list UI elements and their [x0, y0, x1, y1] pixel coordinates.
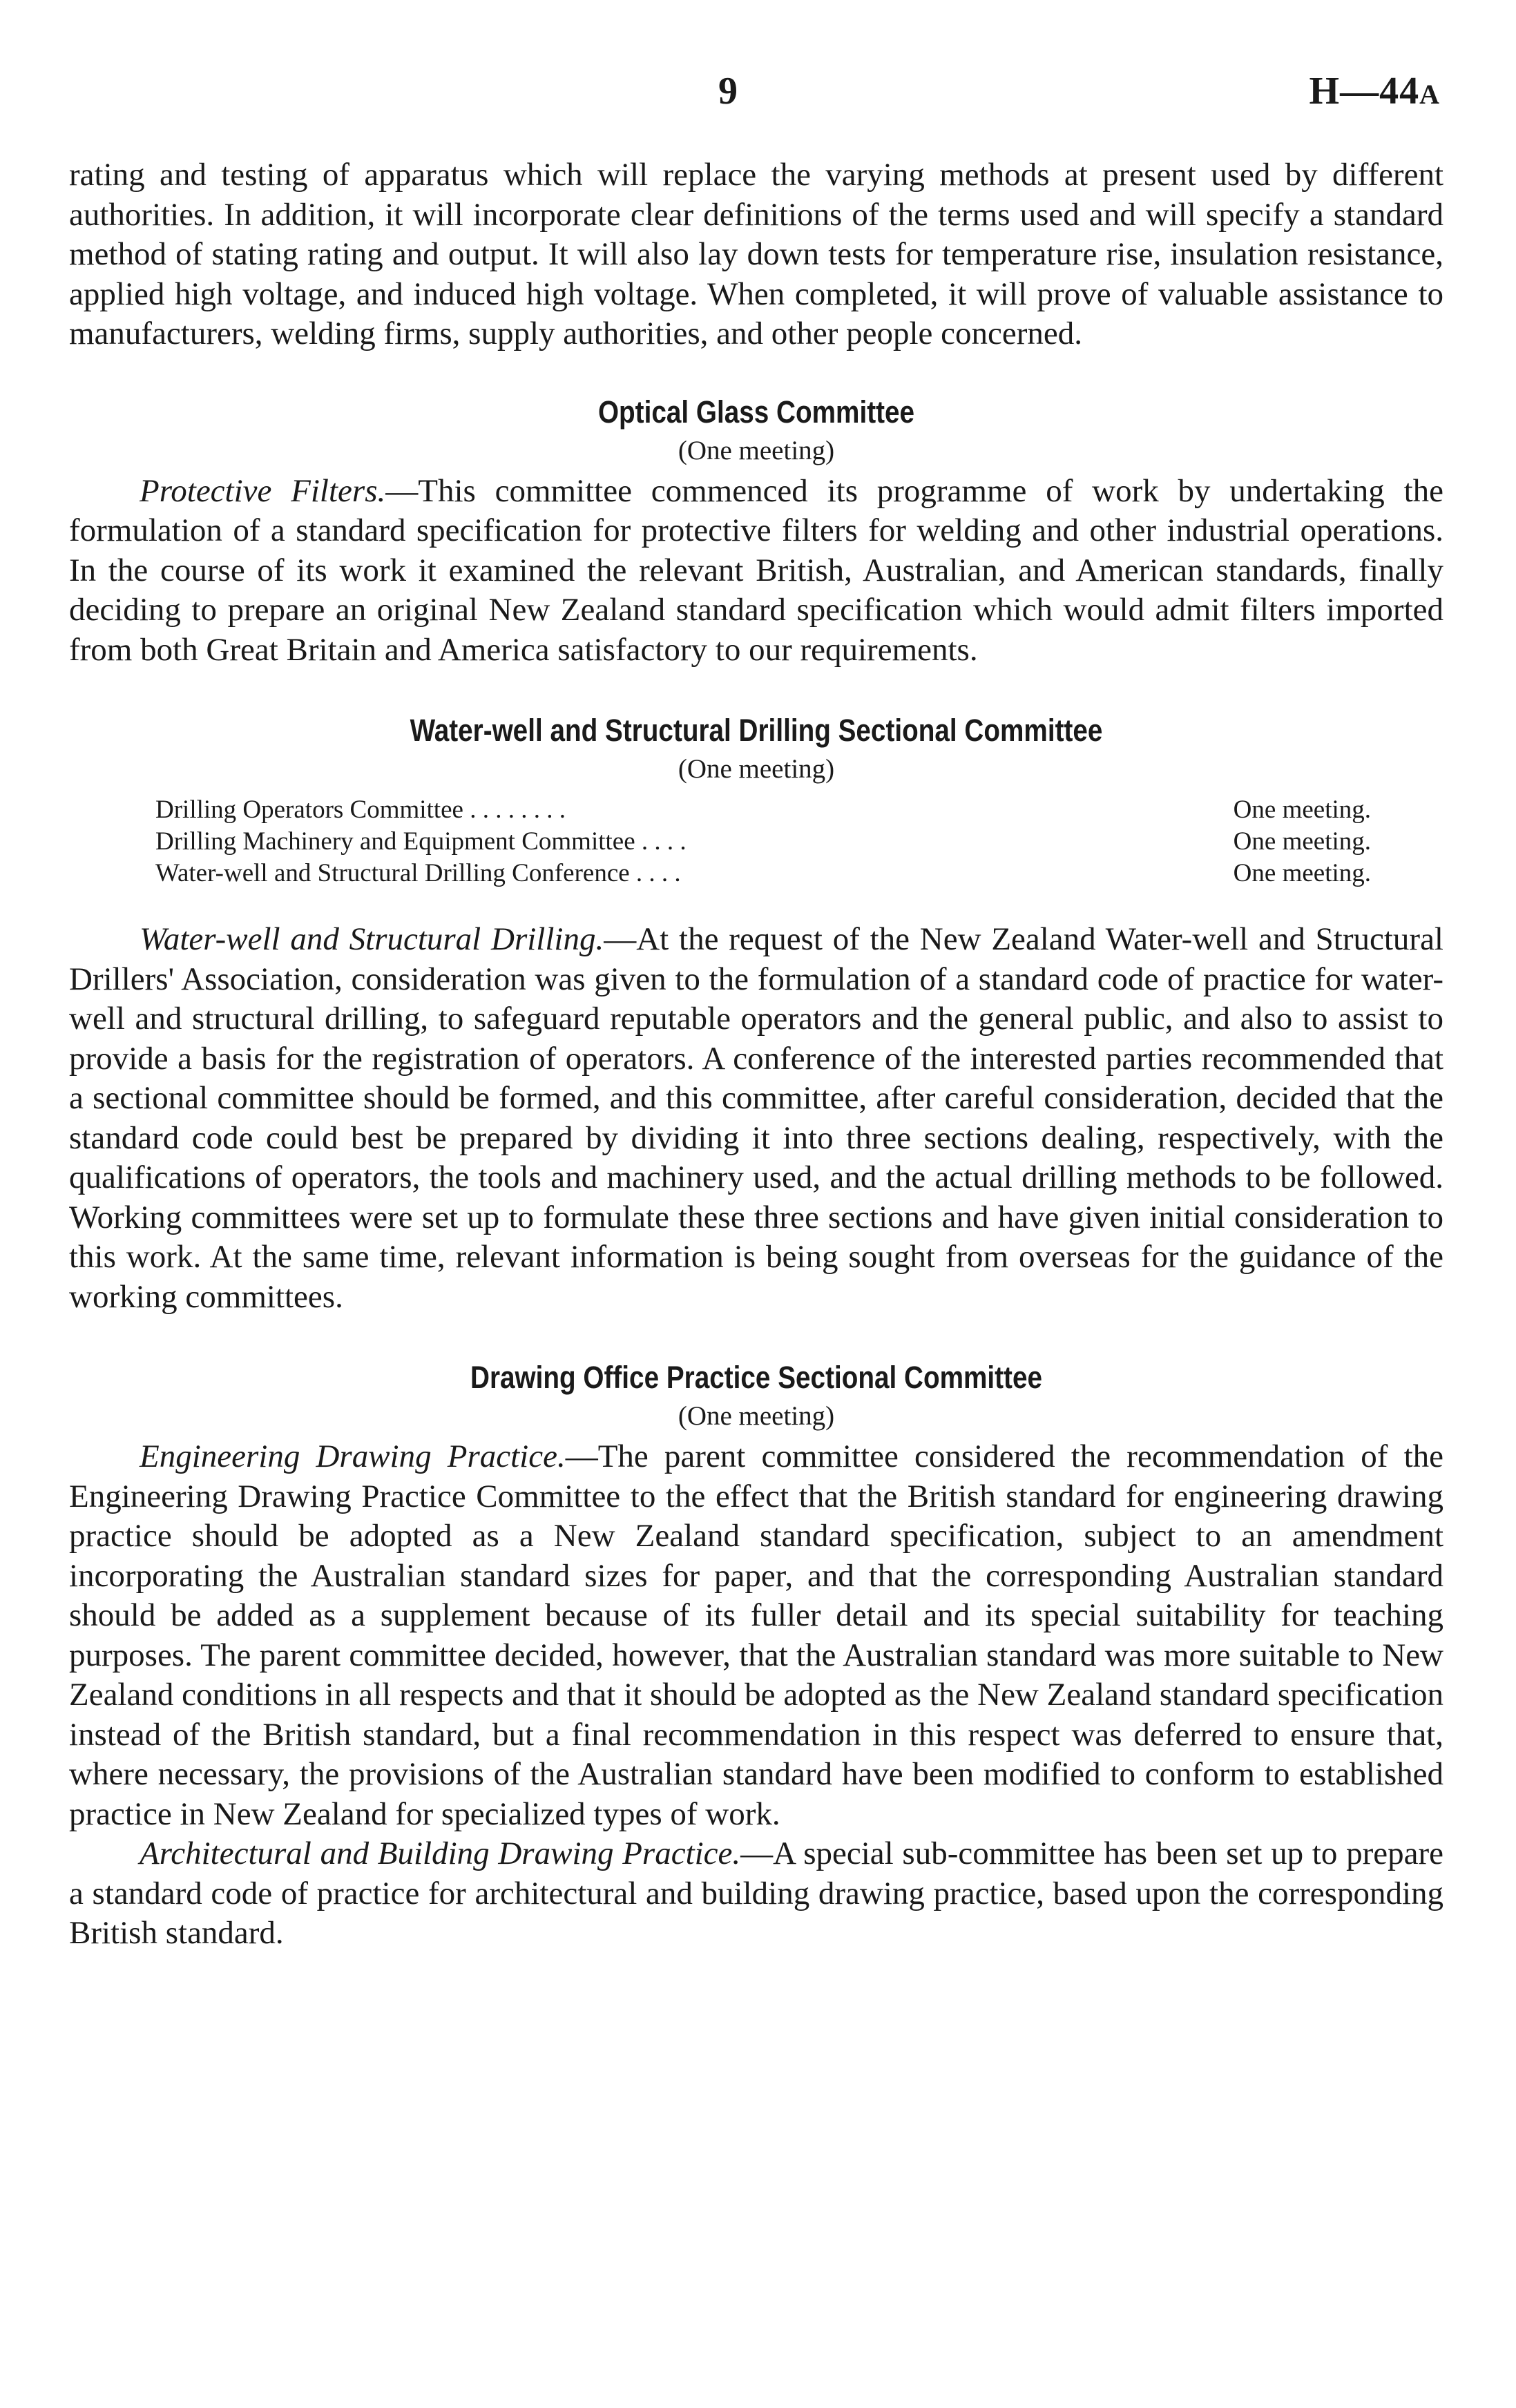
protective-filters-paragraph: [69, 472, 1443, 671]
subcommittee-row: [155, 858, 1371, 889]
engineering-drawing-text: —The parent committee considered the recommendation of the Engineering Drawing Practice Committee to the effect that the British standard for engineering drawing practice should be adopted as a New Zealand standard specification, subject to an amendment incorporating the Australian standard sizes for paper, and that the corresponding Australian standard should be added as a supplement because of its fuller detail and its special suitability for teaching purposes. The parent committee decided, however, that the Australian standard was more suitable to New Zealand conditions in all respects and that it should be adopted as the New Zealand standard specification instead of the British standard, but a final recommendation in this respect was deferred to ensure that, where necessary, the provisions of the Australian standard have been modified to conform to established practice in New Zealand for specialized types of work.: [69, 1438, 1443, 1832]
protective-filters-text: —This committee commenced its programme of work by undertaking the formulation of a standard specification for protective filters for welding and other industrial operations. In the course of its work it examined the relevant British, Australian, and American standards, finally deciding to prepare an original New Zealand standard specification which would admit filters imported from both Great Britain and America satisfactory to our requirements.: [69, 472, 1443, 668]
intro-paragraph: rating and testing of apparatus which will replace the varying methods at present used by different authorities. In addition, it will incorporate clear definitions of the terms used and will specify a standard method of stating rating and output. It will also lay down tests for temperature rise, insulation resistance, applied high voltage, and induced high voltage. When completed, it will prove of valuable assistance to manufacturers, welding firms, supply authorities, and other people concerned.: [69, 157, 1443, 351]
subcommittee-row: [155, 826, 1371, 858]
engineering-drawing-lead: Engineering Drawing Practice.: [140, 1438, 566, 1474]
optical-glass-meetings: (One meeting): [678, 435, 835, 465]
subcommittee-list: [155, 794, 1371, 889]
page-header: [0, 69, 1516, 124]
page-content: [69, 155, 1443, 1954]
subcommittee-name: Drilling Operators Committee . . . . . . . .: [155, 796, 566, 824]
optical-glass-section: [69, 393, 1443, 671]
report-code-suffix: A: [1419, 79, 1440, 110]
water-well-heading: Water-well and Structural Drilling Sectional Committee: [410, 713, 1103, 748]
subcommittee-row: [155, 794, 1371, 826]
water-well-section: [69, 711, 1443, 1317]
water-well-meetings: (One meeting): [678, 754, 835, 784]
water-well-text: —At the request of the New Zealand Water-well and Structural Drillers' Association, consideration was given to the formulation of a standard code of practice for water-well and structural drilling, to safeguard reputable operators and the general public, and also to assist to provide a basis for the registration of operators. A conference of the interested parties recommended that a sectional committee should be formed, and this committee, after careful consideration, decided that the standard code could best be prepared by dividing it into three sections dealing, respectively, with the qualifications of operators, the tools and machinery used, and the actual drilling methods to be followed. Working committees were set up to formulate these three sections and have given initial consideration to this work. At the same time, relevant information is being sought from overseas for the guidance of the working committees.: [69, 921, 1443, 1315]
subcommittee-meetings: One meeting.: [1233, 796, 1371, 824]
drawing-office-heading: Drawing Office Practice Sectional Committee: [470, 1360, 1042, 1395]
subcommittee-name: Drilling Machinery and Equipment Committee . . . .: [155, 827, 687, 856]
engineering-drawing-paragraph: [69, 1437, 1443, 1834]
report-code: [1309, 69, 1440, 113]
architectural-drawing-lead: Architectural and Building Drawing Practice.: [140, 1836, 741, 1871]
subcommittee-meetings: One meeting.: [1233, 859, 1371, 887]
subcommittee-name: Water-well and Structural Drilling Conference . . . .: [155, 859, 681, 887]
subcommittee-meetings: One meeting.: [1233, 827, 1371, 856]
architectural-drawing-text: —A special sub-committee has been set up to prepare a standard code of practice for architectural and building drawing practice, based upon the corresponding British standard.: [69, 1836, 1443, 1951]
drawing-office-section: [69, 1358, 1443, 1954]
water-well-paragraph: [69, 920, 1443, 1317]
page-number: 9: [718, 70, 738, 113]
protective-filters-lead: Protective Filters.: [140, 472, 386, 509]
report-code-prefix: H—44: [1309, 70, 1420, 113]
water-well-lead: Water-well and Structural Drilling.: [140, 921, 604, 957]
optical-glass-heading: Optical Glass Committee: [597, 394, 915, 430]
drawing-office-meetings: (One meeting): [678, 1401, 835, 1431]
architectural-drawing-paragraph: [69, 1834, 1443, 1954]
